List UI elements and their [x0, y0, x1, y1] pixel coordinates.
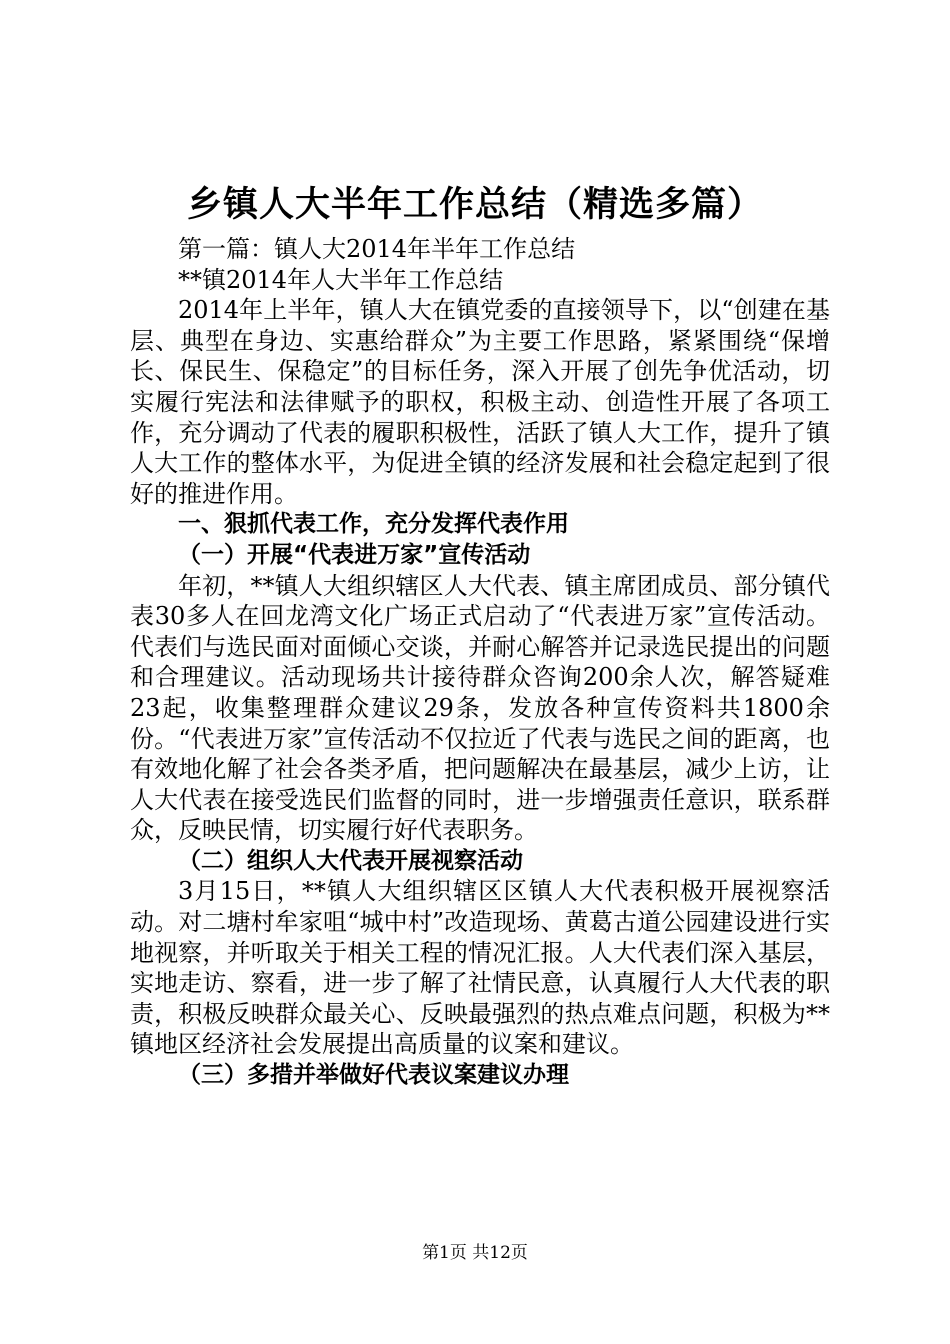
document-body — [130, 234, 830, 1091]
subsection-heading-2: （二）组织人大代表开展视察活动 — [178, 847, 523, 874]
paragraph-intro: 2014年上半年，镇人大在镇党委的直接领导下，以“创建在基层、典型在身边、实惠给群众”为主要工作思路，紧紧围绕“保增长、保民生、保稳定”的目标任务，深入开展了创先争优活动，切实履行宪法和法律赋予的职权，积极主动、创造性开展了各项工作，充分调动了代表的履职积极性，活跃了镇人大工作，提升了镇人大工作的整体水平，为促进全镇的经济发展和社会稳定起到了很好的推进作用。 — [130, 296, 830, 508]
paragraph-chapter-heading: 第一篇：镇人大2014年半年工作总结 — [178, 235, 576, 263]
paragraph-body-1: 年初，**镇人大组织辖区人大代表、镇主席团成员、部分镇代表30多人在回龙湾文化广场正式启动了“代表进万家”宣传活动。代表们与选民面对面倾心交谈，并耐心解答并记录选民提出的问题和合理建议。活动现场共计接待群众咨询200余人次，解答疑难23起，收集整理群众建议29条，发放各种宣传资料共1800余份。“代表进万家”宣传活动不仅拉近了代表与选民之间的距离，也有效地化解了社会各类矛盾，把问题解决在最基层，减少上访，让人大代表在接受选民们监督的同时，进一步增强责任意识，联系群众，反映民情，切实履行好代表职务。 — [130, 571, 830, 845]
subsection-heading-3: （三）多措并举做好代表议案建议办理 — [178, 1062, 569, 1089]
document-title: 乡镇人大半年工作总结（精选多篇） — [186, 185, 763, 225]
subsection-heading-1: （一）开展“代表进万家”宣传活动 — [178, 541, 531, 568]
page-number-footer: 第1页 共12页 — [422, 1243, 528, 1263]
paragraph-body-2: 3月15日，**镇人大组织辖区区镇人大代表积极开展视察活动。对二塘村牟家咀“城中村”改造现场、黄葛古道公园建设进行实地视察，并听取关于相关工程的情况汇报。人大代表们深入基层，实地走访、察看，进一步了解了社情民意，认真履行人大代表的职责，积极反映群众最关心、反映最强烈的热点难点问题，积极为**镇地区经济社会发展提出高质量的议案和建议。 — [130, 877, 830, 1059]
paragraph-subtitle: **镇2014年人大半年工作总结 — [178, 265, 504, 294]
section-heading-1: 一、狠抓代表工作，充分发挥代表作用 — [178, 511, 569, 538]
